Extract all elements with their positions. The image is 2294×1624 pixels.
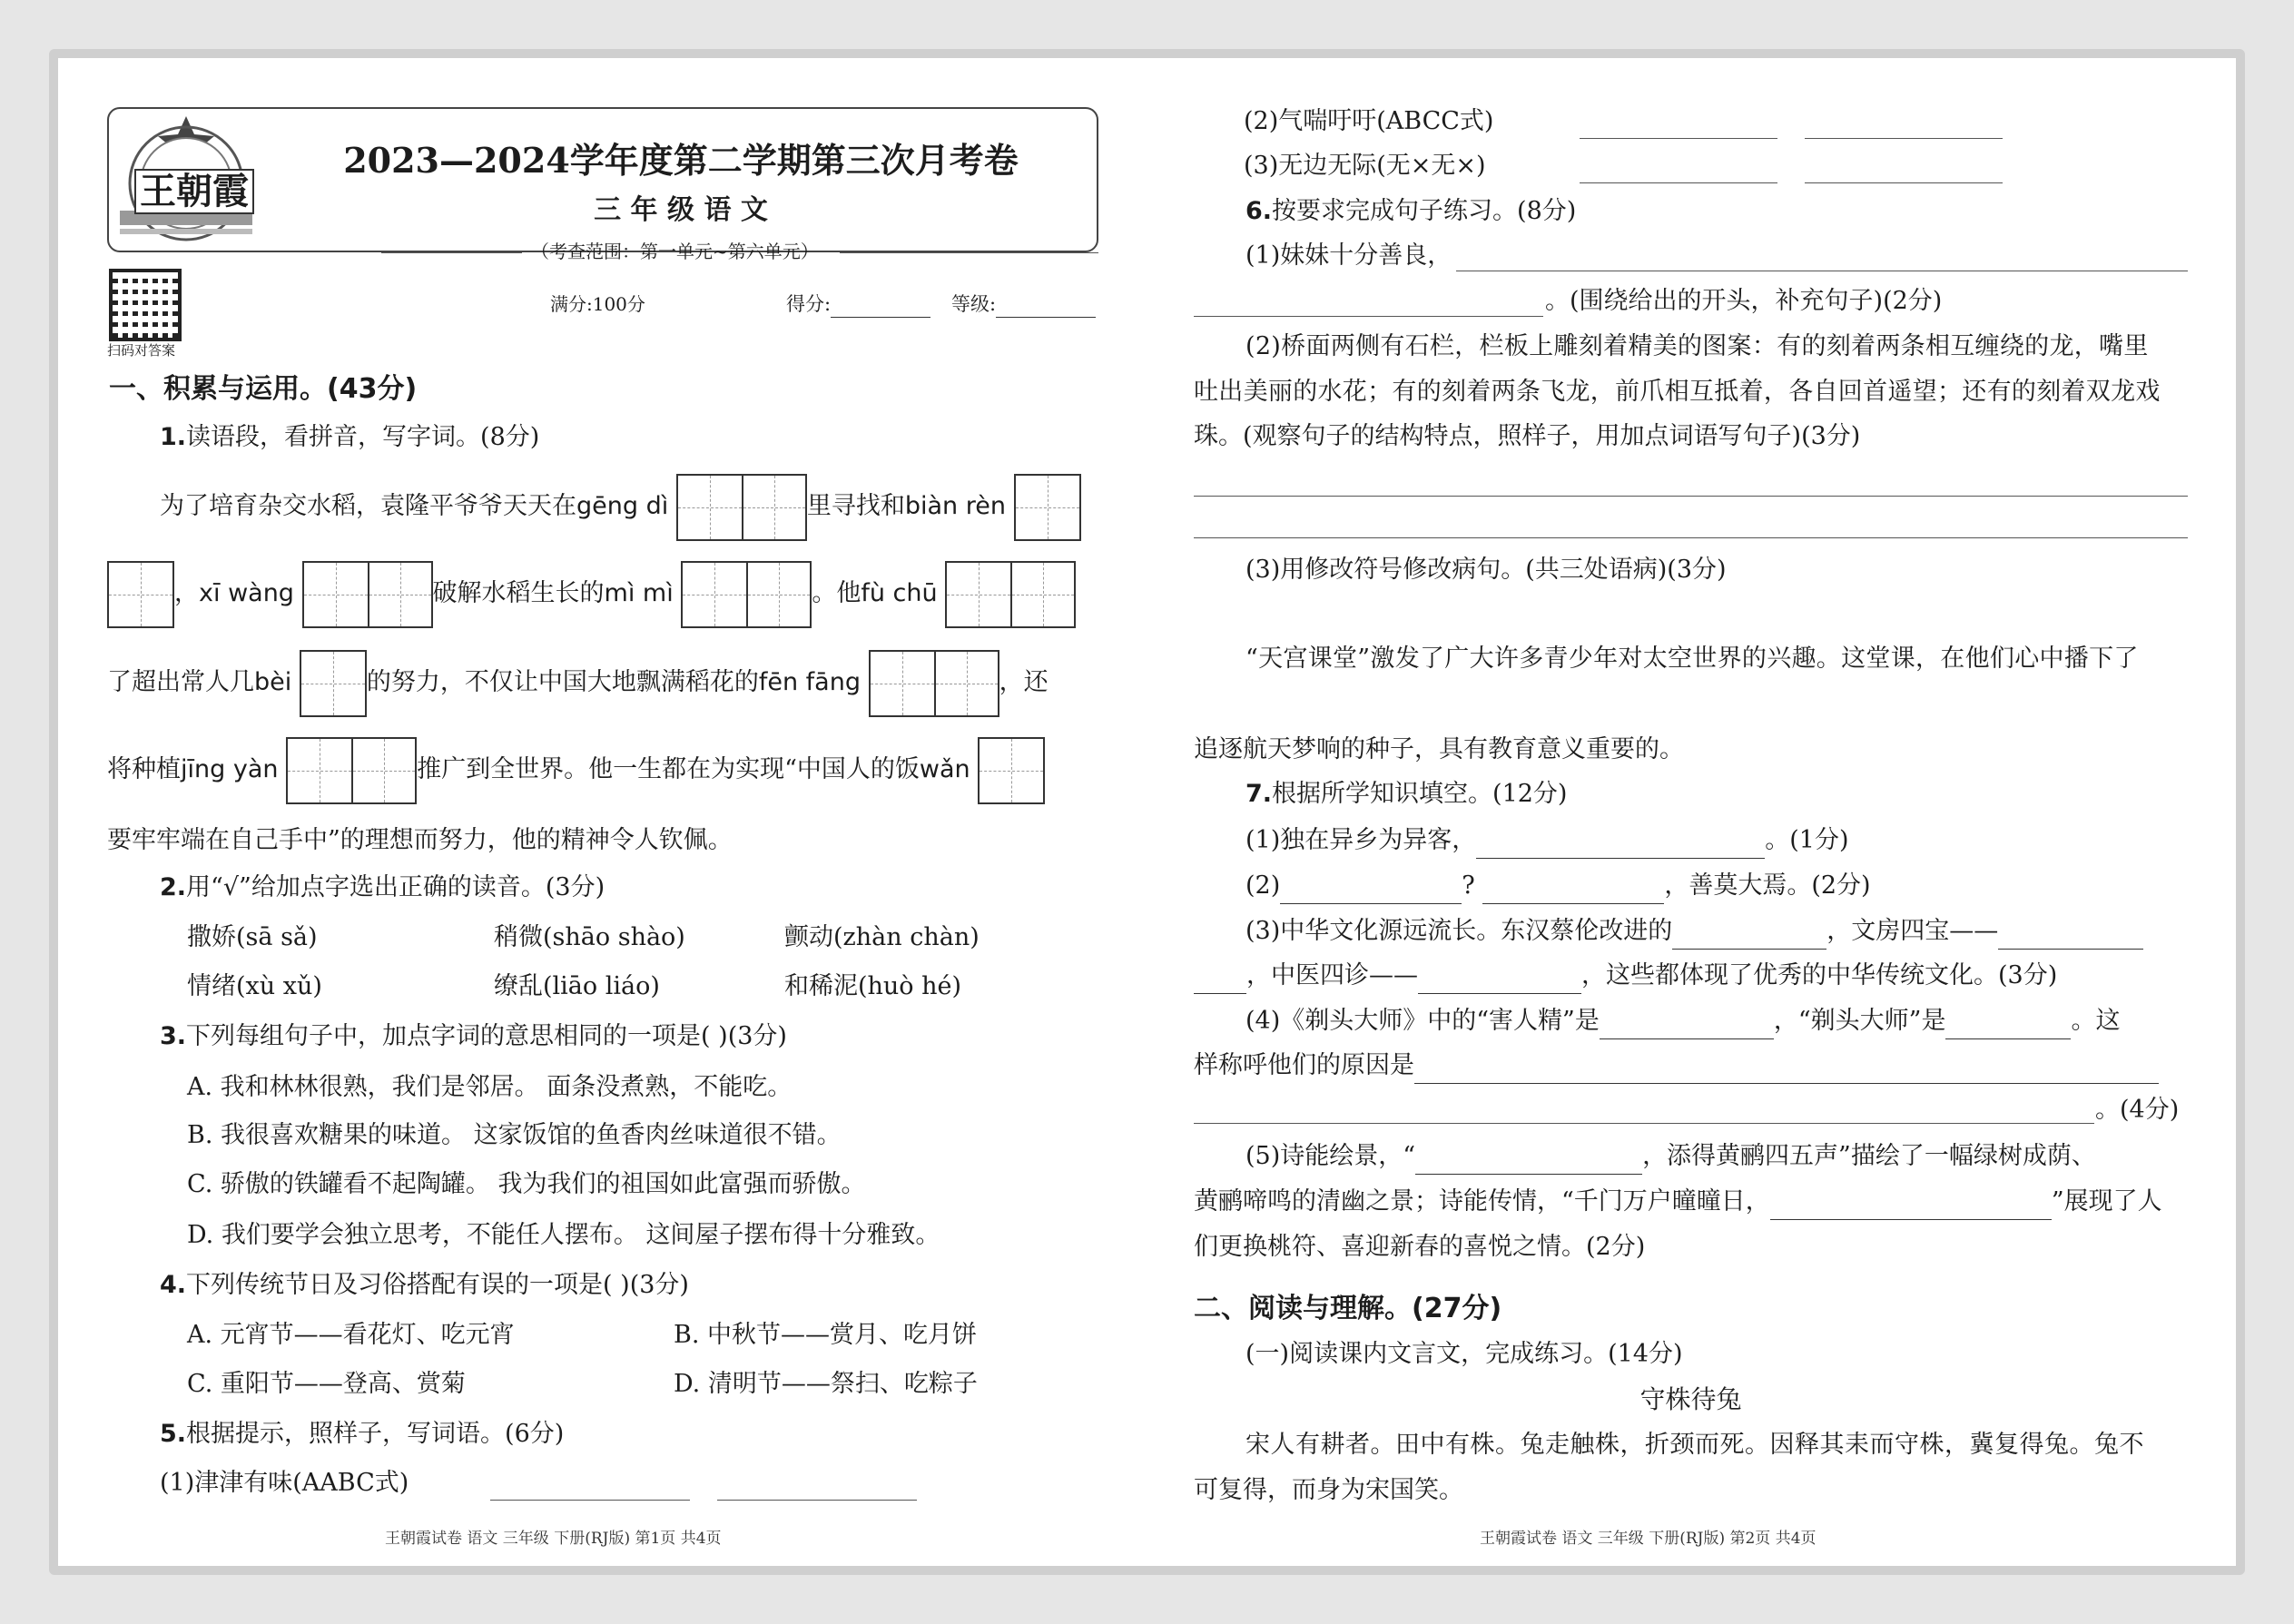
q7-3-blank-3[interactable]: [1194, 966, 1246, 994]
q1-text-3b: 的努力，不仅让中国大地飘满稻花的: [366, 668, 759, 696]
q1-line-4: [107, 735, 1045, 804]
answer-grid-bianren-1[interactable]: [1014, 474, 1081, 541]
answer-grid-jingyan[interactable]: [286, 737, 417, 804]
pinyin-wan: wǎn: [919, 755, 970, 783]
exam-title: 2023—2024学年度第二学期第三次月考卷: [343, 140, 1019, 181]
q6-number: 6.: [1245, 197, 1273, 225]
q2-text: 用“√”给加点字选出正确的读音。(3分): [186, 873, 605, 901]
q7-3-text-b: ，文房四宝——: [1826, 917, 1999, 945]
score-label: 得分:: [786, 293, 832, 315]
grade-field[interactable]: [951, 290, 1096, 318]
q7-3-blank-2[interactable]: [1998, 921, 2143, 950]
q7-5-line-2: [1194, 1184, 2162, 1220]
grade-label: 等级:: [951, 293, 997, 315]
q1-text-1a: 为了培育杂交水稻，袁隆平爷爷天天在: [160, 492, 576, 520]
q1-text-1b: 里寻找和: [806, 492, 905, 520]
logo-text: 王朝霞: [134, 169, 254, 214]
exam-subtitle: 三 年 级 语 文: [594, 194, 768, 226]
pinyin-fenfang: fēn fāng: [758, 668, 861, 696]
q3-text: 下列每组句子中，加点字词的意思相同的一项是( )(3分): [186, 1022, 787, 1050]
q6-3: (3)用修改符号修改病句。(共三处语病)(3分): [1245, 556, 1727, 584]
logo: [113, 111, 260, 247]
q2-item-3[interactable]: 颤动(zhàn chàn): [784, 923, 980, 951]
section-1-heading: 一、积累与运用。(43分): [109, 373, 418, 405]
q4-number: 4.: [160, 1271, 187, 1299]
q7-4-text-a: (4)《剃头大师》中的“害人精”是: [1245, 1007, 1600, 1035]
q1-text-2c: 。他: [812, 579, 861, 607]
q2-item-6[interactable]: 和稀泥(huò hé): [784, 972, 962, 1000]
q6: [1245, 193, 1576, 230]
answer-grid-mimi[interactable]: [681, 561, 812, 628]
scope-rule-left: [381, 252, 522, 253]
q1-line-5: 要牢牢端在自己手中”的理想而努力，他的精神令人钦佩。: [107, 826, 733, 854]
q5-1-text: (1)津津有味(AABC式): [160, 1469, 409, 1497]
qr-caption: 扫码对答案: [107, 342, 176, 359]
q4-option-b[interactable]: B. 中秋节——赏月、吃月饼: [674, 1321, 978, 1349]
q5-1-blank-1[interactable]: [490, 1500, 690, 1501]
pinyin-mimi: mì mì: [604, 579, 674, 607]
q3-number: 3.: [160, 1022, 187, 1050]
q5-3: (3)无边无际(无×无×): [1244, 152, 1486, 180]
q5-number: 5.: [160, 1420, 187, 1448]
q5-2: (2)气喘吁吁(ABCC式): [1244, 107, 1494, 135]
answer-grid-bei[interactable]: [300, 650, 367, 717]
q6-3-sentence-2[interactable]: 追逐航天梦响的种子，具有教育意义重要的。: [1194, 735, 1684, 763]
q7-number: 7.: [1245, 780, 1273, 808]
q2-item-4[interactable]: 情绪(xù xǔ): [187, 972, 322, 1000]
passage-line-2: 可复得，而身为宋国笑。: [1194, 1476, 1463, 1504]
q7-3-blank-1[interactable]: [1672, 921, 1826, 950]
q3-option-d[interactable]: D. 我们要学会独立思考，不能任人摆布。 这间屋子摆布得十分雅致。: [187, 1221, 940, 1249]
q7-1-score: 。(1分): [1765, 826, 1849, 854]
q7-2-text: ，善莫大焉。(2分): [1664, 871, 1871, 900]
q3-option-b[interactable]: B. 我很喜欢糖果的味道。 这家饭馆的鱼香肉丝味道很不错。: [187, 1121, 842, 1149]
q7-4-score: 。(4分): [2095, 1096, 2180, 1124]
q5: [160, 1416, 564, 1452]
q7-2-label: (2): [1245, 871, 1281, 900]
q4-option-d[interactable]: D. 清明节——祭扫、吃粽子: [674, 1370, 978, 1398]
q7-2-blank-2[interactable]: [1482, 876, 1664, 904]
reading-1-instruction: (一)阅读课内文言文，完成练习。(14分): [1245, 1340, 1683, 1368]
q1-text-4b: 推广到全世界。他一生都在为实现“中国人的饭: [417, 755, 920, 783]
q7-4-text-c: 。这: [2071, 1007, 2121, 1035]
q6-2-line-3: 珠。(观察句子的结构特点，照样子，用加点词语写句子)(3分): [1194, 422, 1861, 450]
q3: [160, 1019, 787, 1055]
answer-grid-fenfang[interactable]: [869, 650, 999, 717]
q6-2-line-1: (2)桥面两侧有石栏，栏板上雕刻着精美的图案：有的刻着两条相互缠绕的龙，嘴里: [1245, 332, 2149, 360]
q1-number: 1.: [160, 423, 187, 451]
q5-1-blank-2[interactable]: [717, 1500, 917, 1501]
pinyin-fuchu: fù chū: [861, 579, 938, 607]
pinyin-bei: bèi: [254, 668, 292, 696]
q7-5-blank-2[interactable]: [1770, 1192, 2052, 1220]
pinyin-jingyan: jīng yàn: [181, 755, 279, 783]
q6-2-answer-line-1[interactable]: [1194, 496, 2188, 497]
answer-grid-xiwang[interactable]: [302, 561, 433, 628]
q7-4-blank-2[interactable]: [1945, 1011, 2071, 1039]
q7-3-line-2: [1194, 958, 2057, 994]
q4: [160, 1267, 689, 1304]
q7-2: [1245, 868, 1871, 904]
q2-number: 2.: [160, 873, 187, 901]
q1-text-3c: ，还: [999, 668, 1049, 696]
q7-1-blank[interactable]: [1476, 831, 1765, 859]
q7-5-line-1: [1245, 1138, 2096, 1175]
pinyin-gengdi: gēng dì: [576, 492, 669, 520]
left-footer: 王朝霞试卷 语文 三年级 下册(RJ版) 第1页 共4页: [385, 1530, 722, 1548]
q7-4-text-b: ，“剃头大师”是: [1773, 1007, 1946, 1035]
score-field[interactable]: [786, 290, 930, 318]
passage-title: 守株待兔: [1639, 1384, 1742, 1414]
q6-2-answer-line-2[interactable]: [1194, 537, 2188, 538]
q7-1: [1245, 822, 1849, 859]
q2-item-2[interactable]: 稍微(shāo shào): [494, 923, 685, 951]
answer-grid-wan[interactable]: [978, 737, 1045, 804]
q7-text: 根据所学知识填空。(12分): [1272, 780, 1568, 808]
q7-4-blank-3[interactable]: [1414, 1056, 2159, 1084]
q5-2-blank-2[interactable]: [1805, 138, 2003, 139]
q1-text-4a: 将种植: [107, 755, 181, 783]
q7-3-text-a: (3)中华文化源远流长。东汉蔡伦改进的: [1245, 917, 1673, 945]
section-2-heading: 二、阅读与理解。(27分): [1194, 1293, 1502, 1324]
q6-1-prompt: (1)妹妹十分善良，: [1245, 241, 1452, 270]
q7-3-blank-4[interactable]: [1418, 966, 1581, 994]
q2-item-1[interactable]: 撒娇(sā sǎ): [187, 923, 318, 951]
q7: [1245, 776, 1567, 812]
q7-4-line-2: [1194, 1048, 2159, 1084]
q1-text-2a: ，: [174, 579, 199, 607]
q1: [160, 419, 539, 456]
q5-1: [160, 1465, 409, 1501]
q1-text-3a: 了超出常人几: [107, 668, 254, 696]
q4-option-c[interactable]: C. 重阳节——登高、赏菊: [187, 1370, 466, 1398]
q7-1-text: (1)独在异乡为异客，: [1245, 826, 1477, 854]
q4-text: 下列传统节日及习俗搭配有误的一项是( )(3分): [186, 1271, 689, 1299]
q1-text-2b: 破解水稻生长的: [432, 579, 605, 607]
q7-4-text-d: 样称呼他们的原因是: [1194, 1051, 1414, 1079]
q7-5-text-c: 黄鹂啼鸣的清幽之景；诗能传情，“千门万户曈曈日，: [1194, 1187, 1770, 1216]
q4-option-a[interactable]: A. 元宵节——看花灯、吃元宵: [187, 1321, 515, 1349]
pinyin-bianren: biàn rèn: [904, 492, 1006, 520]
full-score: 满分:100分: [550, 293, 645, 315]
q3-option-a[interactable]: A. 我和林林很熟，我们是邻居。 面条没煮熟，不能吃。: [187, 1073, 793, 1101]
q5-text: 根据提示，照样子，写词语。(6分): [186, 1420, 565, 1448]
q7-5-text-d: ”展现了人: [2051, 1187, 2162, 1216]
q1-line-2: [107, 559, 1076, 628]
q5-3-blank-1[interactable]: [1580, 182, 1777, 183]
q7-3-line-1: [1245, 913, 2143, 950]
q7-4-line-1: [1245, 1003, 2120, 1039]
q7-5-blank-1[interactable]: [1415, 1147, 1642, 1175]
q7-5-text-a: (5)诗能绘景，“: [1245, 1142, 1416, 1170]
q7-2-blank-1[interactable]: [1280, 876, 1462, 904]
q2-item-5[interactable]: 缭乱(liāo liáo): [494, 972, 660, 1000]
q7-4-blank-4[interactable]: [1194, 1123, 2094, 1124]
answer-grid-bianren-2[interactable]: [107, 561, 174, 628]
q6-3-sentence-1[interactable]: “天宫课堂”激发了广大许多青少年对太空世界的兴趣。这堂课，在他们心中播下了: [1245, 645, 2139, 673]
q1-text: 读语段，看拼音，写字词。(8分): [186, 423, 540, 451]
exam-scope: （考查范围：第一单元~第六单元）: [531, 241, 819, 262]
q2: [160, 870, 605, 906]
q3-option-c[interactable]: C. 骄傲的铁罐看不起陶罐。 我为我们的祖国如此富强而骄傲。: [187, 1170, 866, 1198]
right-footer: 王朝霞试卷 语文 三年级 下册(RJ版) 第2页 共4页: [1480, 1530, 1816, 1548]
q6-2-line-2: 吐出美丽的水花；有的刻着两条飞龙，前爪相互抵着，各自回首遥望；还有的刻着双龙戏: [1194, 378, 2161, 406]
q5-3-blank-2[interactable]: [1805, 182, 2003, 183]
q6-text: 按要求完成句子练习。(8分): [1272, 197, 1577, 225]
answer-grid-fuchu[interactable]: [945, 561, 1076, 628]
q5-2-blank-1[interactable]: [1580, 138, 1777, 139]
pinyin-xiwang: xī wàng: [199, 579, 294, 607]
q7-4-blank-1[interactable]: [1600, 1011, 1774, 1039]
q7-3-text-d: ，这些都体现了优秀的中华传统文化。(3分): [1581, 961, 2058, 989]
q6-1-blank-2[interactable]: [1194, 316, 1543, 317]
q7-5-line-3: 们更换桃符、喜迎新春的喜悦之情。(2分): [1194, 1233, 1646, 1261]
qr-code[interactable]: [109, 269, 182, 341]
passage-line-1: 宋人有耕者。田中有株。兔走触株，折颈而死。因释其耒而守株，冀复得兔。兔不: [1245, 1431, 2144, 1459]
q7-3-text-c: ，中医四诊——: [1246, 961, 1418, 989]
q7-2-question-mark: ?: [1462, 871, 1475, 900]
scope-rule-right: [840, 252, 1098, 253]
answer-grid-gengdi[interactable]: [676, 474, 807, 541]
q6-1-instruction: 。(围绕给出的开头，补充句子)(2分): [1545, 287, 1943, 315]
q1-line-1: [160, 472, 1081, 541]
q1-line-3: [107, 648, 1049, 717]
q7-5-text-b: ，添得黄鹂四五声”描绘了一幅绿树成荫、: [1642, 1142, 2096, 1170]
